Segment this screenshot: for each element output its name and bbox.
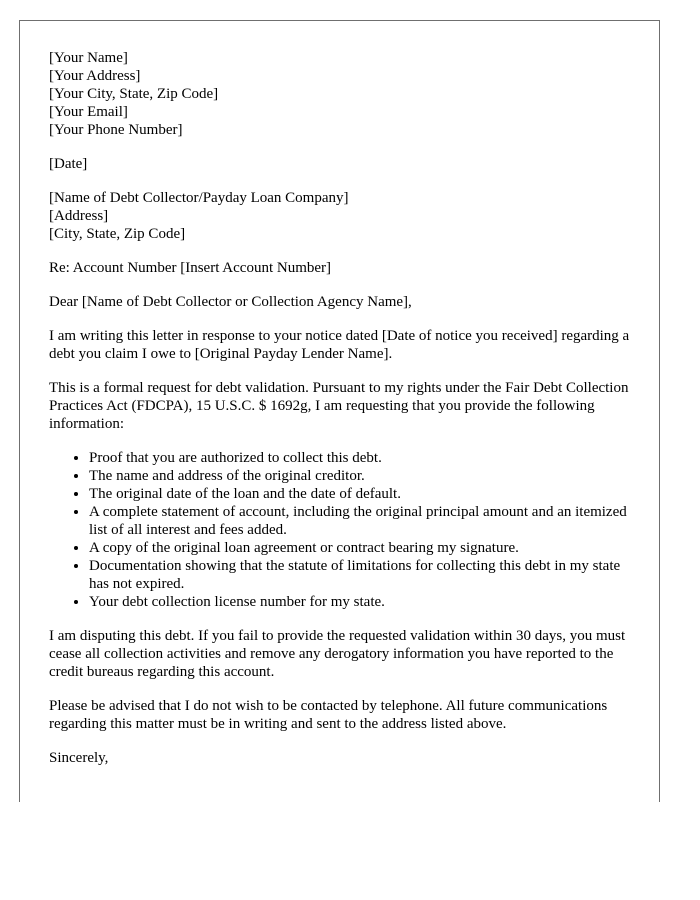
- list-item: • A complete statement of account, including the original principal amount and an itemized list of all interest and fees added.: [89, 503, 639, 539]
- sender-name: [Your Name]: [49, 50, 128, 66]
- dispute-paragraph: I am disputing this debt. If you fail to provide the requested validation within 30 days, you must cease all collection activities and remove any derogatory information you have reported to the credit bureaus regarding this account.: [49, 628, 626, 680]
- recipient-city-state-zip: [City, State, Zip Code]: [49, 226, 186, 242]
- list-item: • A copy of the original loan agreement or contract bearing my signature.: [89, 539, 639, 557]
- intro-paragraph: I am writing this letter in response to your notice dated [Date of notice you received] regarding a debt you claim I owe to [Original Payday Lender Name].: [49, 328, 630, 362]
- subject-line: Re: Account Number [Insert Account Number]: [49, 260, 332, 276]
- contact-paragraph: Please be advised that I do not wish to be contacted by telephone. All future communications regarding this matter must be in writing and sent to the address listed above.: [49, 698, 608, 732]
- list-item: • The original date of the loan and the date of default.: [89, 485, 639, 503]
- letter-page: [19, 20, 660, 802]
- recipient-block: [49, 189, 639, 243]
- sender-phone: [Your Phone Number]: [49, 122, 183, 138]
- request-paragraph: This is a formal request for debt validation. Pursuant to my rights under the Fair Debt Collection Practices Act (FDCPA), 15 U.S.C. $ 1692g, I am requesting that you provide the following information:: [49, 380, 629, 432]
- recipient-name: [Name of Debt Collector/Payday Loan Company]: [49, 190, 349, 206]
- salutation: Dear [Name of Debt Collector or Collection Agency Name],: [49, 294, 412, 310]
- closing: Sincerely,: [49, 750, 109, 766]
- sender-city-state-zip: [Your City, State, Zip Code]: [49, 86, 219, 102]
- sender-email: [Your Email]: [49, 104, 128, 120]
- letter-content: [49, 49, 639, 783]
- requested-items-list: [49, 449, 639, 611]
- list-item: • Proof that you are authorized to collect this debt.: [89, 449, 639, 467]
- letter-date: [Date]: [49, 156, 88, 172]
- recipient-address: [Address]: [49, 208, 109, 224]
- list-item: • Your debt collection license number for my state.: [89, 593, 639, 611]
- date-block: [49, 155, 639, 173]
- sender-address: [Your Address]: [49, 68, 141, 84]
- list-item: • Documentation showing that the statute of limitations for collecting this debt in my state has not expired.: [89, 557, 639, 593]
- sender-block: [49, 49, 639, 139]
- list-item: • The name and address of the original creditor.: [89, 467, 639, 485]
